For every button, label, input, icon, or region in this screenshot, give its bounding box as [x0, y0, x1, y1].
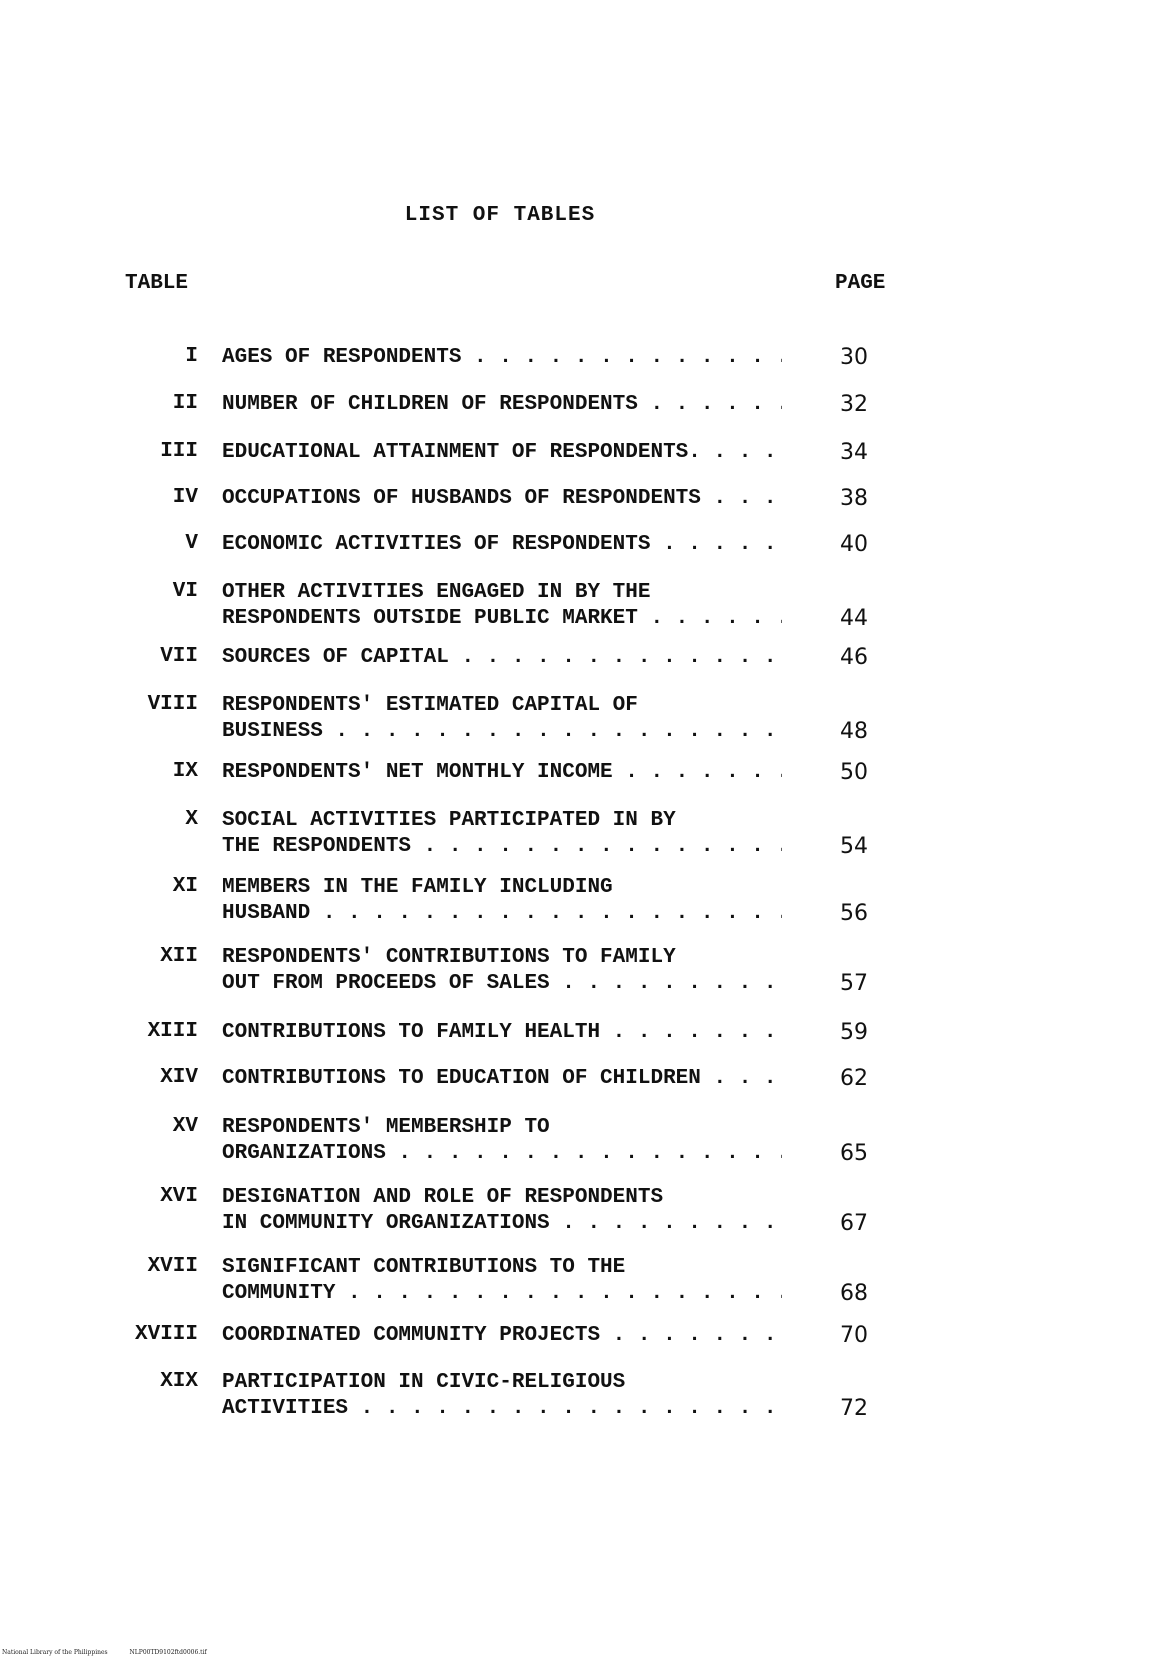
table-title — [222, 580, 782, 632]
table-title-line: PARTICIPATION IN CIVIC-RELIGIOUS — [222, 1371, 626, 1394]
table-number: XIX — [160, 1370, 198, 1393]
page-number: 68 — [840, 1281, 868, 1306]
table-title — [222, 1115, 782, 1167]
page-number: 72 — [840, 1396, 868, 1421]
table-title-line: RESPONDENTS' CONTRIBUTIONS TO FAMILY — [222, 946, 676, 969]
table-title-line: CONTRIBUTIONS TO FAMILY HEALTH . . . — [222, 1020, 782, 1046]
footer-file: NLP00TD9102ftd0006.tif — [129, 1649, 207, 1656]
table-title-line: ECONOMIC ACTIVITIES OF RESPONDENTS . . . — [222, 532, 782, 558]
table-title — [222, 1066, 782, 1092]
table-number: XV — [172, 1115, 198, 1138]
table-number: IV — [172, 486, 198, 509]
scan-footer — [2, 1649, 227, 1656]
table-title — [222, 808, 782, 860]
table-number: XIV — [160, 1066, 198, 1089]
table-title-line: CONTRIBUTIONS TO EDUCATION OF CHILDREN . . . — [222, 1066, 782, 1092]
table-number: X — [185, 808, 198, 831]
table-title — [222, 1370, 782, 1422]
table-title-line: SIGNIFICANT CONTRIBUTIONS TO THE — [222, 1256, 626, 1279]
table-title-line: OTHER ACTIVITIES ENGAGED IN BY THE — [222, 581, 651, 604]
table-number: VIII — [147, 693, 198, 716]
table-number: III — [160, 440, 198, 463]
table-title-line: RESPONDENTS' NET MONTHLY INCOME . . . — [222, 760, 782, 786]
page-number: 62 — [840, 1066, 868, 1091]
table-number: XVIII — [134, 1323, 198, 1346]
table-title-line: IN COMMUNITY ORGANIZATIONS . . . — [222, 1211, 782, 1237]
table-title-line: THE RESPONDENTS . . . — [222, 834, 782, 860]
page-number: 57 — [840, 971, 868, 996]
table-title — [222, 693, 782, 745]
table-title — [222, 645, 782, 671]
page-number: 38 — [840, 486, 868, 511]
table-title-line: COORDINATED COMMUNITY PROJECTS . . . — [222, 1323, 782, 1349]
table-number: XVI — [160, 1185, 198, 1208]
table-number: XI — [172, 875, 198, 898]
table-title — [222, 945, 782, 997]
page-number: 59 — [840, 1020, 868, 1045]
table-title-line: RESPONDENTS OUTSIDE PUBLIC MARKET . . . — [222, 606, 782, 632]
table-title — [222, 486, 782, 512]
table-title-line: SOURCES OF CAPITAL . . . — [222, 645, 782, 671]
page-number: 56 — [840, 901, 868, 926]
table-column-header: TABLE — [125, 272, 189, 295]
table-title — [222, 392, 782, 418]
table-number: II — [172, 392, 198, 415]
page-number: 65 — [840, 1141, 868, 1166]
table-title — [222, 440, 782, 466]
table-title — [222, 1255, 782, 1307]
table-title-line: RESPONDENTS' ESTIMATED CAPITAL OF — [222, 694, 638, 717]
table-title-line: DESIGNATION AND ROLE OF RESPONDENTS — [222, 1186, 664, 1209]
table-title — [222, 1185, 782, 1237]
table-title — [222, 760, 782, 786]
page-column-header: PAGE — [835, 272, 886, 295]
table-title-line: OUT FROM PROCEEDS OF SALES . . . — [222, 971, 782, 997]
table-number: VI — [172, 580, 198, 603]
table-title-line: ORGANIZATIONS . . . — [222, 1141, 782, 1167]
table-title-line: BUSINESS . . . — [222, 719, 782, 745]
table-title-line: ACTIVITIES . . . — [222, 1396, 782, 1422]
page-number: 44 — [840, 606, 868, 631]
table-title-line: EDUCATIONAL ATTAINMENT OF RESPONDENTS. . . . — [222, 440, 782, 466]
table-title-line: COMMUNITY . . . — [222, 1281, 782, 1307]
page-number: 50 — [840, 760, 868, 785]
table-title-line: HUSBAND . . . — [222, 901, 782, 927]
page-number: 67 — [840, 1211, 868, 1236]
table-title — [222, 875, 782, 927]
table-title-line: SOCIAL ACTIVITIES PARTICIPATED IN BY — [222, 809, 676, 832]
table-title-line: MEMBERS IN THE FAMILY INCLUDING — [222, 876, 613, 899]
footer-library: National Library of the Philippines — [2, 1649, 108, 1656]
page-number: 30 — [840, 345, 868, 370]
table-title-line: NUMBER OF CHILDREN OF RESPONDENTS . . . — [222, 392, 782, 418]
table-number: I — [185, 345, 198, 368]
table-title — [222, 1323, 782, 1349]
page-number: 48 — [840, 719, 868, 744]
table-number: XII — [160, 945, 198, 968]
table-number: XIII — [147, 1020, 198, 1043]
page-number: 32 — [840, 392, 868, 417]
page-number: 40 — [840, 532, 868, 557]
page-title: LIST OF TABLES — [404, 204, 596, 227]
table-title — [222, 1020, 782, 1046]
table-title-line: OCCUPATIONS OF HUSBANDS OF RESPONDENTS . . . — [222, 486, 782, 512]
page-number: 70 — [840, 1323, 868, 1348]
table-number: VII — [160, 645, 198, 668]
table-title-line: RESPONDENTS' MEMBERSHIP TO — [222, 1116, 550, 1139]
page-number: 46 — [840, 645, 868, 670]
table-title-line: AGES OF RESPONDENTS . . . — [222, 345, 782, 371]
page-number: 54 — [840, 834, 868, 859]
table-number: IX — [172, 760, 198, 783]
page-number: 34 — [840, 440, 868, 465]
table-number: V — [185, 532, 198, 555]
table-number: XVII — [147, 1255, 198, 1278]
table-title — [222, 345, 782, 371]
table-title — [222, 532, 782, 558]
